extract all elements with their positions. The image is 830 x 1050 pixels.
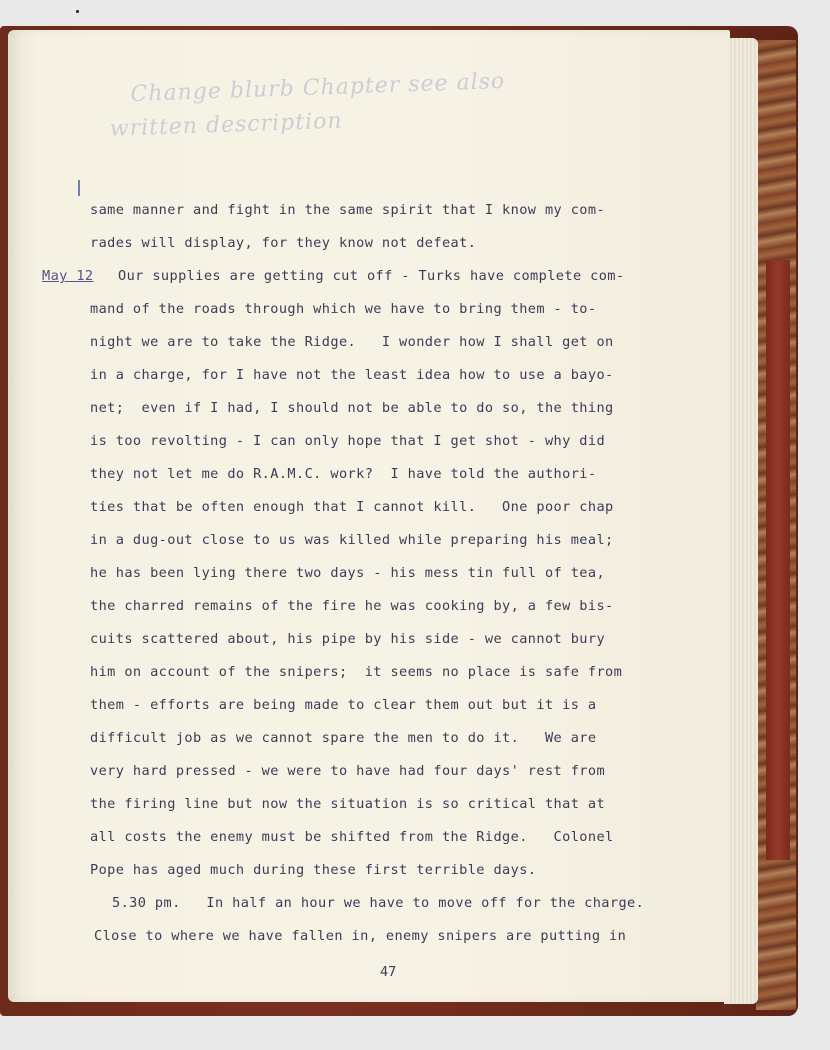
text-line: ties that be often enough that I cannot kill. One poor chap: [90, 499, 614, 515]
text-line: Close to where we have fallen in, enemy snipers are putting in: [94, 928, 627, 944]
text-line: cuits scattered about, his pipe by his side - we cannot bury: [90, 631, 606, 647]
text-line: mand of the roads through which we have to bring them - to-: [90, 301, 597, 317]
pencil-annotation-line-1: Change blurb Chapter see also: [130, 68, 506, 107]
text-line: him on account of the snipers; it seems no place is safe from: [90, 664, 623, 680]
page-number: 47: [380, 964, 397, 980]
text-line: 5.30 pm. In half an hour we have to move off for the charge.: [112, 895, 645, 911]
text-line: all costs the enemy must be shifted from the Ridge. Colonel: [90, 829, 614, 845]
text-line: the charred remains of the fire he was cooking by, a few bis-: [90, 598, 614, 614]
text-line: rades will display, for they know not defeat.: [90, 235, 477, 251]
text-line: same manner and fight in the same spirit that I know my com-: [90, 202, 606, 218]
text-line: difficult job as we cannot spare the men to do it. We are: [90, 730, 597, 746]
leather-spine-edge: [766, 260, 790, 860]
text-line: net; even if I had, I should not be able to do so, the thing: [90, 400, 614, 416]
text-line: them - efforts are being made to clear them out but it is a: [90, 697, 597, 713]
text-line: the firing line but now the situation is so critical that at: [90, 796, 606, 812]
text-line: night we are to take the Ridge. I wonder how I shall get on: [90, 334, 614, 350]
text-line: is too revolting - I can only hope that I get shot - why did: [90, 433, 606, 449]
text-line: Our supplies are getting cut off - Turks have complete com-: [118, 268, 625, 284]
typed-page: [8, 30, 730, 1002]
text-line: Pope has aged much during these first terrible days.: [90, 862, 537, 878]
pencil-annotation-line-2: written description: [109, 108, 343, 142]
text-line: very hard pressed - we were to have had four days' rest from: [90, 763, 606, 779]
pencil-annotation: [109, 58, 692, 146]
text-line: in a dug-out close to us was killed while preparing his meal;: [90, 532, 614, 548]
text-line: in a charge, for I have not the least idea how to use a bayo-: [90, 367, 614, 383]
text-line: he has been lying there two days - his mess tin full of tea,: [90, 565, 606, 581]
text-line: they not let me do R.A.M.C. work? I have told the authori-: [90, 466, 597, 482]
dust-speck: [76, 10, 79, 13]
date-marker: May 12: [42, 268, 94, 284]
margin-tick-mark: [78, 180, 80, 196]
